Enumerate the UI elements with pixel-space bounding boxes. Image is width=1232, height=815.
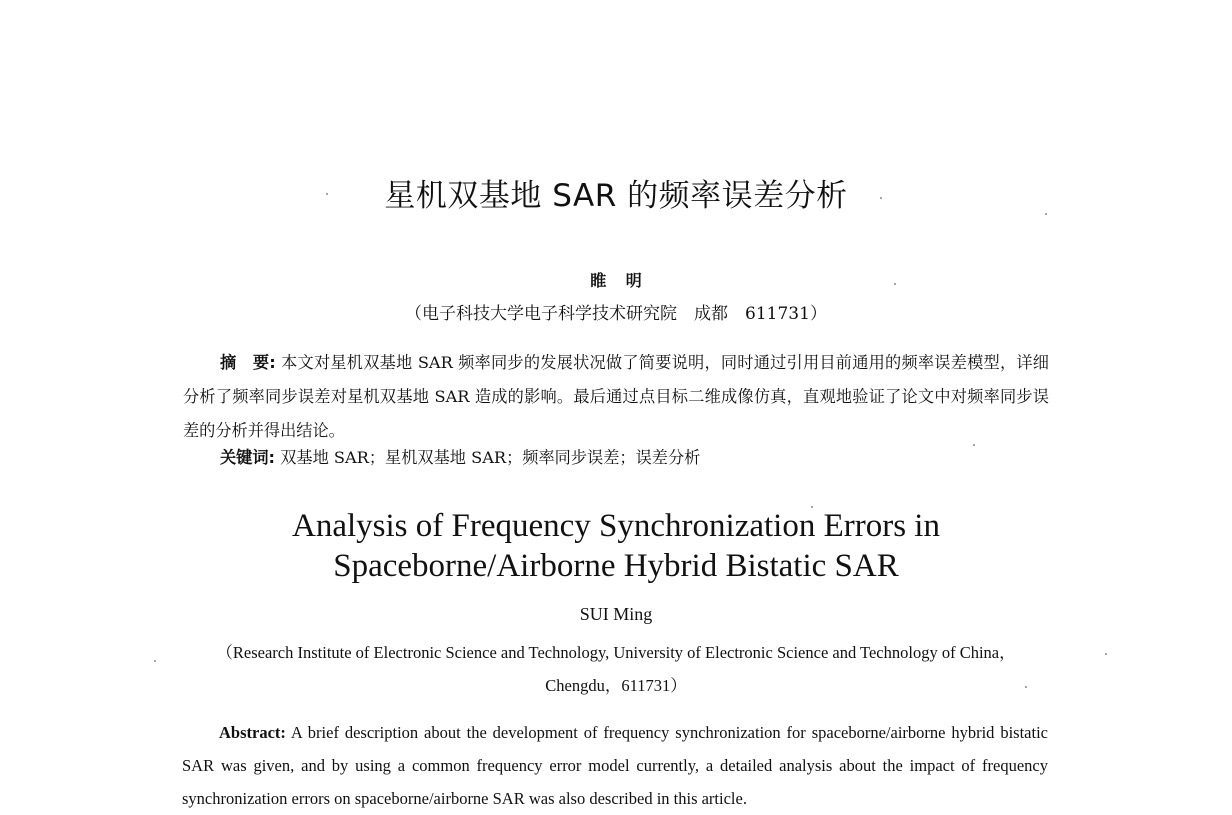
english-title xyxy=(0,506,1232,586)
english-title-line-1: Analysis of Frequency Synchronization Errors in xyxy=(292,508,940,544)
english-title-line-2: Spaceborne/Airborne Hybrid Bistatic SAR xyxy=(333,548,899,584)
chinese-keywords-text: 双基地 SAR；星机双基地 SAR；频率同步误差；误差分析 xyxy=(275,448,701,467)
english-abstract xyxy=(182,716,1048,815)
chinese-title: 星机双基地 SAR 的频率误差分析 xyxy=(384,178,848,214)
chinese-abstract xyxy=(183,346,1049,448)
english-affiliation: （Research Institute of Electronic Science and Technology, University of Electronic Science and Technology of China，Chengdu，611731） xyxy=(216,643,1016,695)
scan-speck xyxy=(880,197,882,199)
chinese-keywords-label: 关键词: xyxy=(220,448,276,467)
chinese-affiliation: （电子科技大学电子科学技术研究院 成都 611731） xyxy=(405,304,827,324)
english-abstract-text: A brief description about the development of frequency synchronization for spaceborne/airborne hybrid bistatic SAR was given, and by using a common frequency error model currently, a detailed analysis about the impact of frequency synchronization errors on spaceborne/airborne SAR was also described in this article. xyxy=(182,723,1048,808)
scan-speck xyxy=(1105,653,1107,655)
chinese-abstract-label: 摘 要: xyxy=(220,353,276,372)
chinese-keywords xyxy=(220,445,1050,471)
scan-speck xyxy=(154,660,156,662)
chinese-abstract-text: 本文对星机双基地 SAR 频率同步的发展状况做了简要说明，同时通过引用目前通用的频率误差模型，详细分析了频率同步误差对星机双基地 SAR 造成的影响。最后通过点目标二维成像仿真，直观地验证了论文中对频率同步误差的分析并得出结论。 xyxy=(183,353,1049,440)
scan-speck xyxy=(894,283,896,285)
scan-speck xyxy=(1025,686,1027,688)
scan-speck xyxy=(811,506,813,508)
scan-speck xyxy=(1045,213,1047,215)
scan-speck xyxy=(326,193,328,195)
english-abstract-label: Abstract: xyxy=(219,723,286,742)
scan-speck xyxy=(973,444,975,446)
english-author: SUI Ming xyxy=(579,604,653,624)
chinese-author: 睢 明 xyxy=(590,271,642,290)
